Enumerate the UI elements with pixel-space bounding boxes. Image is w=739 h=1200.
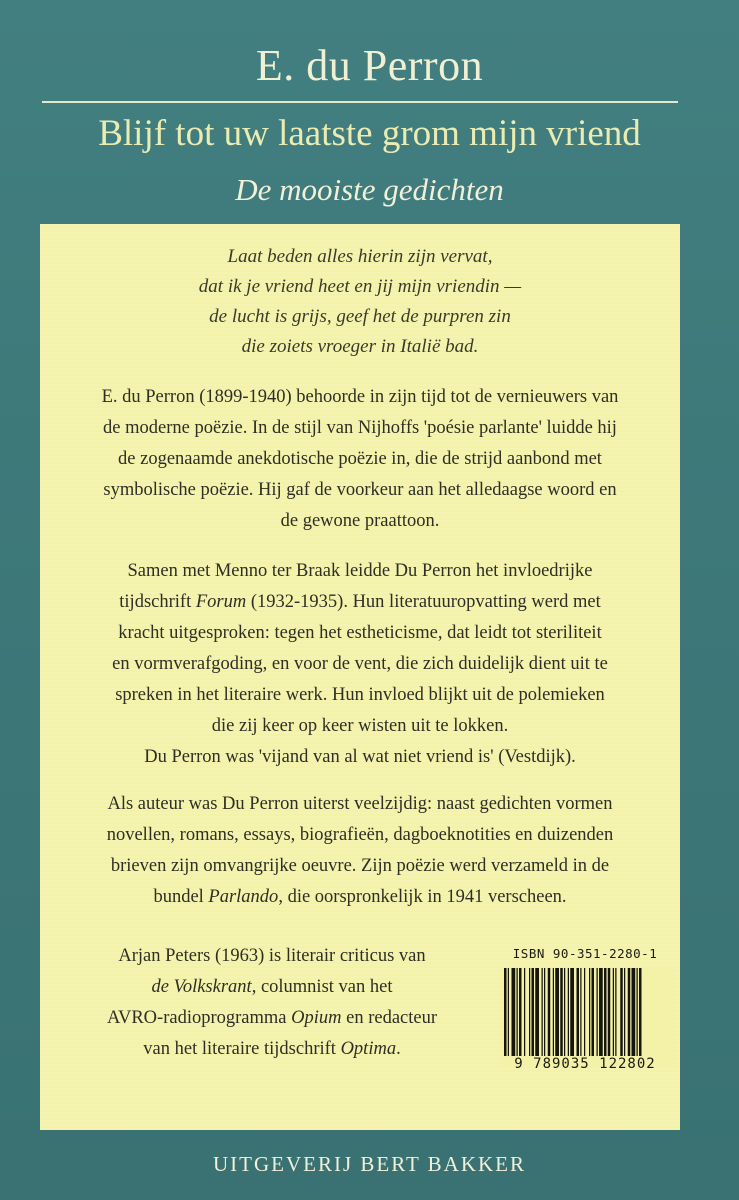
paragraph-line: symbolische poëzie. Hij gaf de voorkeur aan het alledaagse woord en — [103, 480, 617, 500]
paragraph-line: Samen met Menno ter Braak leidde Du Perron het invloedrijke — [127, 561, 593, 581]
paragraph-line — [54, 882, 666, 913]
barcode-bar — [589, 968, 590, 1056]
paragraph-line: de moderne poëzie. In de stijl van Nijhoffs 'poésie parlante' luidde hij — [103, 418, 617, 438]
barcode-bar — [508, 968, 509, 1056]
poem-line: de lucht is grijs, geef het de purpren zin — [209, 306, 511, 327]
barcode-block — [494, 946, 676, 1086]
barcode-bar — [548, 968, 551, 1056]
text-run: en redacteur — [341, 1008, 438, 1028]
barcode-bar — [553, 968, 554, 1056]
barcode-bar — [580, 968, 581, 1056]
barcode-bar — [597, 968, 598, 1056]
barcode-bar — [517, 968, 518, 1056]
barcode-bar — [564, 968, 565, 1056]
barcode-bar — [568, 968, 569, 1056]
forum-paragraph — [54, 556, 666, 773]
paragraph-line: kracht uitgesproken: tegen het estheticisme, dat leidt tot steriliteit — [118, 623, 602, 643]
barcode-bar — [504, 968, 507, 1056]
paragraph-line: novellen, romans, essays, biografieën, dagboeknotities en duizenden — [106, 825, 614, 845]
isbn-label: ISBN 90-351-2280-1 — [512, 946, 658, 961]
barcode-bar — [604, 968, 607, 1056]
paragraph-line — [68, 1034, 476, 1065]
text-run: , die oorspronkelijk in 1941 verscheen. — [278, 887, 567, 907]
author-name: E. du Perron — [255, 41, 484, 90]
barcode-bar — [542, 968, 543, 1056]
poem-line: die zoiets vroeger in Italië bad. — [241, 336, 479, 357]
paragraph-line: de zogenaamde anekdotische poëzie in, die de strijd aanbond met — [118, 449, 602, 469]
poem-excerpt — [40, 242, 680, 362]
barcode-bar — [584, 968, 585, 1056]
barcode-bar — [639, 968, 642, 1056]
paragraph-line — [68, 1003, 476, 1034]
barcode-bar — [599, 968, 603, 1056]
paragraph-line — [68, 972, 476, 1003]
barcode-bar — [519, 968, 522, 1056]
blurb-panel — [40, 224, 680, 1130]
paragraph-line — [54, 587, 666, 618]
title-divider — [42, 101, 678, 103]
ean-number: 9 789035 122802 — [514, 1056, 656, 1072]
barcode-bar — [524, 968, 525, 1056]
publisher-name: UITGEVERIJ BERT BAKKER — [212, 1152, 526, 1176]
paragraph-line: brieven zijn omvangrijke oeuvre. Zijn poëzie werd verzameld in de — [110, 856, 610, 876]
paragraph-line: E. du Perron (1899-1940) behoorde in zijn tijd tot de vernieuwers van — [101, 387, 619, 407]
text-run: . — [396, 1039, 401, 1059]
barcode-bar — [592, 968, 595, 1056]
broadcaster-name: AVRO — [106, 1008, 158, 1028]
barcode-bar — [608, 968, 611, 1056]
paragraph-line: Du Perron was 'vijand van al wat niet vriend is' (Vestdijk). — [144, 747, 576, 767]
barcode-bar — [577, 968, 580, 1056]
book-subtitle: De mooiste gedichten — [235, 172, 504, 207]
barcode-bar — [570, 968, 574, 1056]
barcode-bar — [555, 968, 559, 1056]
paragraph-line: Als auteur was Du Perron uiterst veelzijdig: naast gedichten vormen — [107, 794, 613, 814]
intro-paragraph — [54, 382, 666, 537]
newspaper-title: de Volkskrant — [151, 977, 252, 997]
barcode-bar — [560, 968, 563, 1056]
barcode-graphic — [502, 968, 674, 1058]
barcode-bar — [628, 968, 631, 1056]
barcode-bar — [615, 968, 616, 1056]
poem-line: dat ik je vriend heet en jij mijn vriendin — — [198, 276, 522, 297]
barcode-bar — [544, 968, 545, 1056]
text-run: , columnist van het — [251, 977, 393, 997]
barcode-bar — [620, 968, 623, 1056]
barcode-bar — [632, 968, 636, 1056]
program-title: Opium — [291, 1008, 342, 1028]
barcode-bar — [535, 968, 539, 1056]
barcode-bars — [502, 968, 674, 1066]
oeuvre-paragraph — [54, 789, 666, 913]
paragraph-line: en vormverafgoding, en voor de vent, die zich duidelijk dient uit te — [112, 654, 608, 674]
text-run: tijdschrift — [119, 592, 196, 612]
barcode-bar — [637, 968, 638, 1056]
editor-paragraph — [68, 941, 476, 1065]
barcode-bar — [529, 968, 530, 1056]
book-title: Blijf tot uw laatste grom mijn vriend — [98, 113, 641, 154]
magazine-title: Optima — [340, 1039, 397, 1059]
text-run: van het literaire tijdschrift — [143, 1039, 341, 1059]
barcode-bar — [624, 968, 625, 1056]
barcode-bar — [512, 968, 516, 1056]
paragraph-line: die zij keer op keer wisten uit te lokken. — [211, 716, 509, 736]
paragraph-line: Arjan Peters (1963) is literair criticus van — [118, 946, 426, 966]
collection-title: Parlando — [208, 887, 279, 907]
paragraph-line: spreken in het literaire werk. Hun invloed blijkt uit de polemieken — [115, 685, 605, 705]
text-run: -radioprogramma — [157, 1008, 292, 1028]
text-run: (1932-1935). Hun literatuuropvatting werd met — [246, 592, 601, 612]
barcode-bar — [613, 968, 614, 1056]
text-run: bundel — [153, 887, 209, 907]
magazine-title: Forum — [195, 592, 247, 612]
poem-line: Laat beden alles hierin zijn vervat, — [227, 246, 493, 267]
paragraph-line: de gewone praattoon. — [280, 511, 440, 531]
barcode-bar — [532, 968, 535, 1056]
